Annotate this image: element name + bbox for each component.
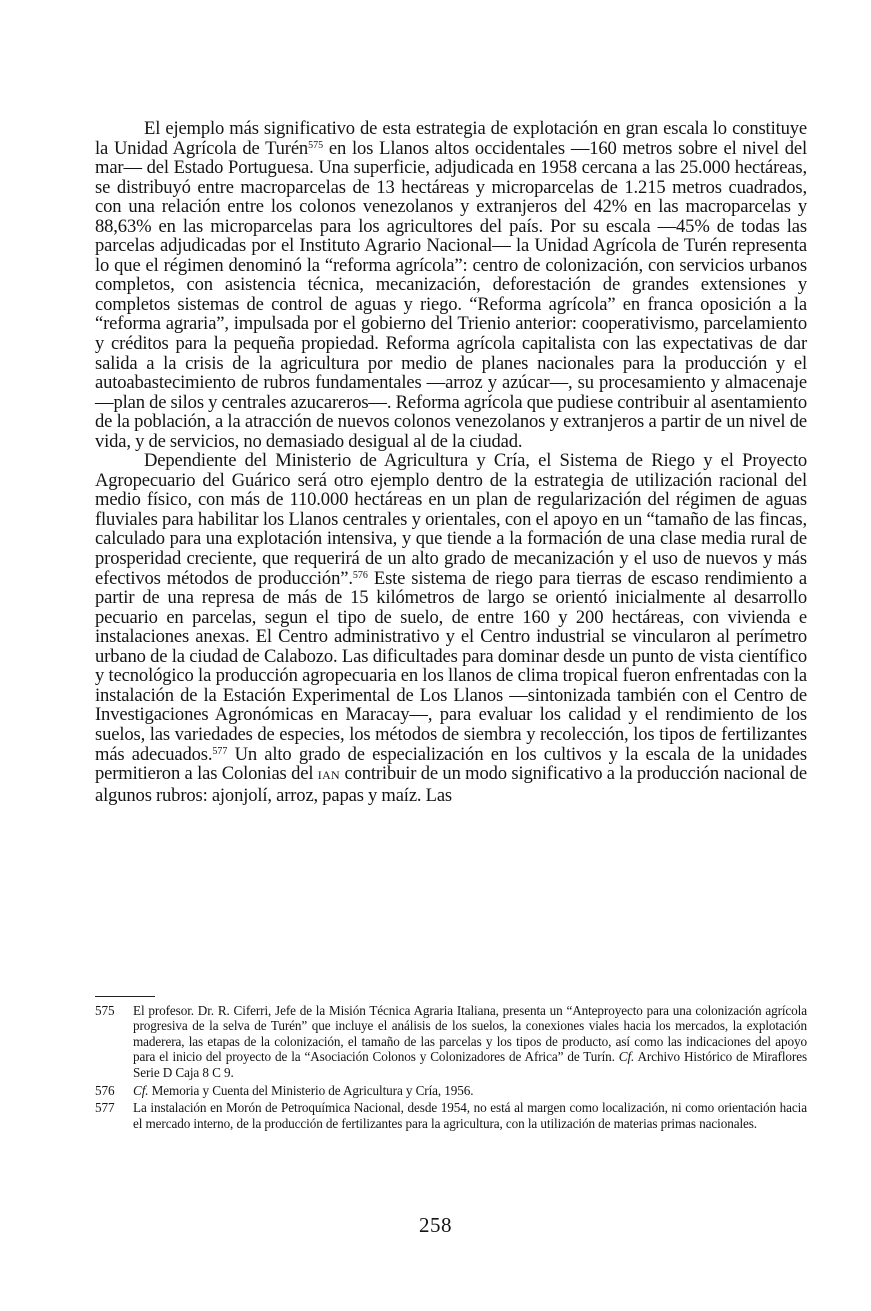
- footnote-ref-576[interactable]: 576: [352, 569, 368, 581]
- footnote-number: 577: [95, 1100, 115, 1116]
- paragraph-text: Este sistema de riego para tierras de escaso rendimiento a partir de una represa de más de 15 kilómetros de largo se orientó inicialmente al desarrollo pecuario en parcelas, segun el tipo de suelo, de entre 160 y 200 hectáreas, con vivienda e instalaciones anexas. El Centro administrativo y el Centro industrial se vincularon al perímetro urbano de la ciudad de Calabozo. Las dificultades para dominar desde un punto de vista científico y tecnológico la producción agropecuaria en los llanos de clima tropical fueron enfrentadas con la instalación de la Estación Experimental de Los Llanos —sintonizada también con el Centro de Investigaciones Agronómicas en Maracay—, para evaluar los calidad y el rendimiento de los suelos, las variedades de especies, los métodos de siembra y recolección, los tipos de fertilizantes más adecuados.: [95, 567, 807, 765]
- footnote-ref-575[interactable]: 575: [308, 139, 324, 151]
- paragraph-text: El ejemplo más significativo de esta estrategia de explotación en gran escala lo constituye la Unidad Agrícola de Turén: [95, 118, 807, 159]
- paragraph-text: contribuir de un modo significativo a la producción nacional de algunos rubros: ajonjolí, arroz, papas y maíz. Las: [95, 763, 807, 806]
- footnote-italic: Cf.: [618, 1049, 635, 1065]
- footnote-577: [95, 1100, 807, 1131]
- paragraph-text: en los Llanos altos occidentales —160 metros sobre el nivel del mar— del Estado Portuguesa. Una superficie, adjudicada en 1958 cercana a las 25.000 hectáreas, se distribuyó entre macroparcelas de 13 hectáreas y microparcelas de 1.215 metros cuadrados, con una relación entre los colonos venezolanos y extranjeros del 42% en las macroparcelas y 88,63% en las microparcelas para los agricultores del país. Por su escala —45% de todas las parcelas adjudicadas por el Instituto Agrario Nacional— la Unidad Agrícola de Turén representa lo que el régimen denominó la “reforma agrícola”: centro de colonización, con servicios urbanos completos, con asistencia técnica, mecanización, deforestación de grandes extensiones y completos sistemas de control de aguas y riego. “Reforma agrícola” en franca oposición a la “reforma agraria”, impulsada por el gobierno del Trienio anterior: cooperativismo, parcelamiento y créditos para la pequeña propiedad. Reforma agrícola capitalista con las expectativas de dar salida a la crisis de la agricultura por medio de planes nacionales para la producción y el autoabastecimiento de rubros fundamentales —arroz y azúcar—, su procesamiento y almacenaje —plan de silos y centrales azucareros—. Reforma agrícola que pudiese contribuir al asentamiento de la población, a la atracción de nuevos colonos venezolanos y extranjeros a partir de un nivel de vida, y de servicios, no demasiado desigual al de la ciudad.: [95, 137, 807, 452]
- paragraph: [95, 451, 807, 805]
- paragraph-text: Dependiente del Ministerio de Agricultura y Cría, el Sistema de Riego y el Proyecto Agropecuario del Guárico será otro ejemplo dentro de la estrategia de utilización racional del medio físico, con más de 110.000 hectáreas en un plan de regularización del régimen de aguas fluviales para habilitar los Llanos centrales y orientales, con el apoyo en un “tamaño de las fincas, calculado para una explotación intensiva, y que tiende a la formación de una clase media rural de prosperidad creciente, que requerirá de un alto grado de mecanización y el uso de nuevos y más efectivos métodos de producción”.: [95, 450, 807, 589]
- document-page: [95, 119, 807, 805]
- footnote-text-segment: El profesor. Dr. R. Ciferri, Jefe de la Misión Técnica Agraria Italiana, presenta un “Anteproyecto para una colonización agrícola progresiva de la selva de Turén” que incluye el análisis de los suelos, la conexiones viales hacia los mercados, la explotación maderera, las etapas de la colonización, el tamaño de las parcelas y los tipos de producto, así como las indicaciones del apoyo para el inicio del proyecto de la “Asociación Colonos y Colonizadores de Africa” de Turín.: [133, 1003, 807, 1065]
- footnote-text: [133, 1003, 807, 1080]
- page-number: 258: [419, 1213, 452, 1237]
- footnote-ref-577[interactable]: 577: [212, 745, 228, 757]
- footnote-number: 575: [95, 1003, 115, 1018]
- footnote-text-segment: Memoria y Cuenta del Ministerio de Agricultura y Cría, 1956.: [148, 1082, 474, 1098]
- footnote-text-segment: Archivo Histórico de Miraflores Serie D Caja 8 C 9.: [133, 1049, 807, 1080]
- footnote-italic: Cf.: [133, 1082, 149, 1098]
- footnote-separator: [95, 996, 155, 997]
- footnotes: [95, 1003, 807, 1134]
- footnote-text-segment: La instalación en Morón de Petroquímica Nacional, desde 1954, no está al margen como localización, ni como orientación hacia el mercado interno, de la producción de fertilizantes para la agricultura, con la utilización de materias primas nacionales.: [133, 1100, 807, 1131]
- footnote-text: [133, 1083, 807, 1098]
- acronym-ian: IAN: [317, 768, 341, 783]
- footnote-575: [95, 1003, 807, 1080]
- paragraph-text: Un alto grado de especialización en los cultivos y la escala de la unidades permitieron a las Colonias del: [95, 743, 807, 785]
- footnote-number: 576: [95, 1082, 115, 1098]
- paragraph: [95, 119, 807, 451]
- footnote-576: [95, 1083, 807, 1098]
- footnote-text: [133, 1100, 807, 1131]
- body-text: [95, 119, 807, 805]
